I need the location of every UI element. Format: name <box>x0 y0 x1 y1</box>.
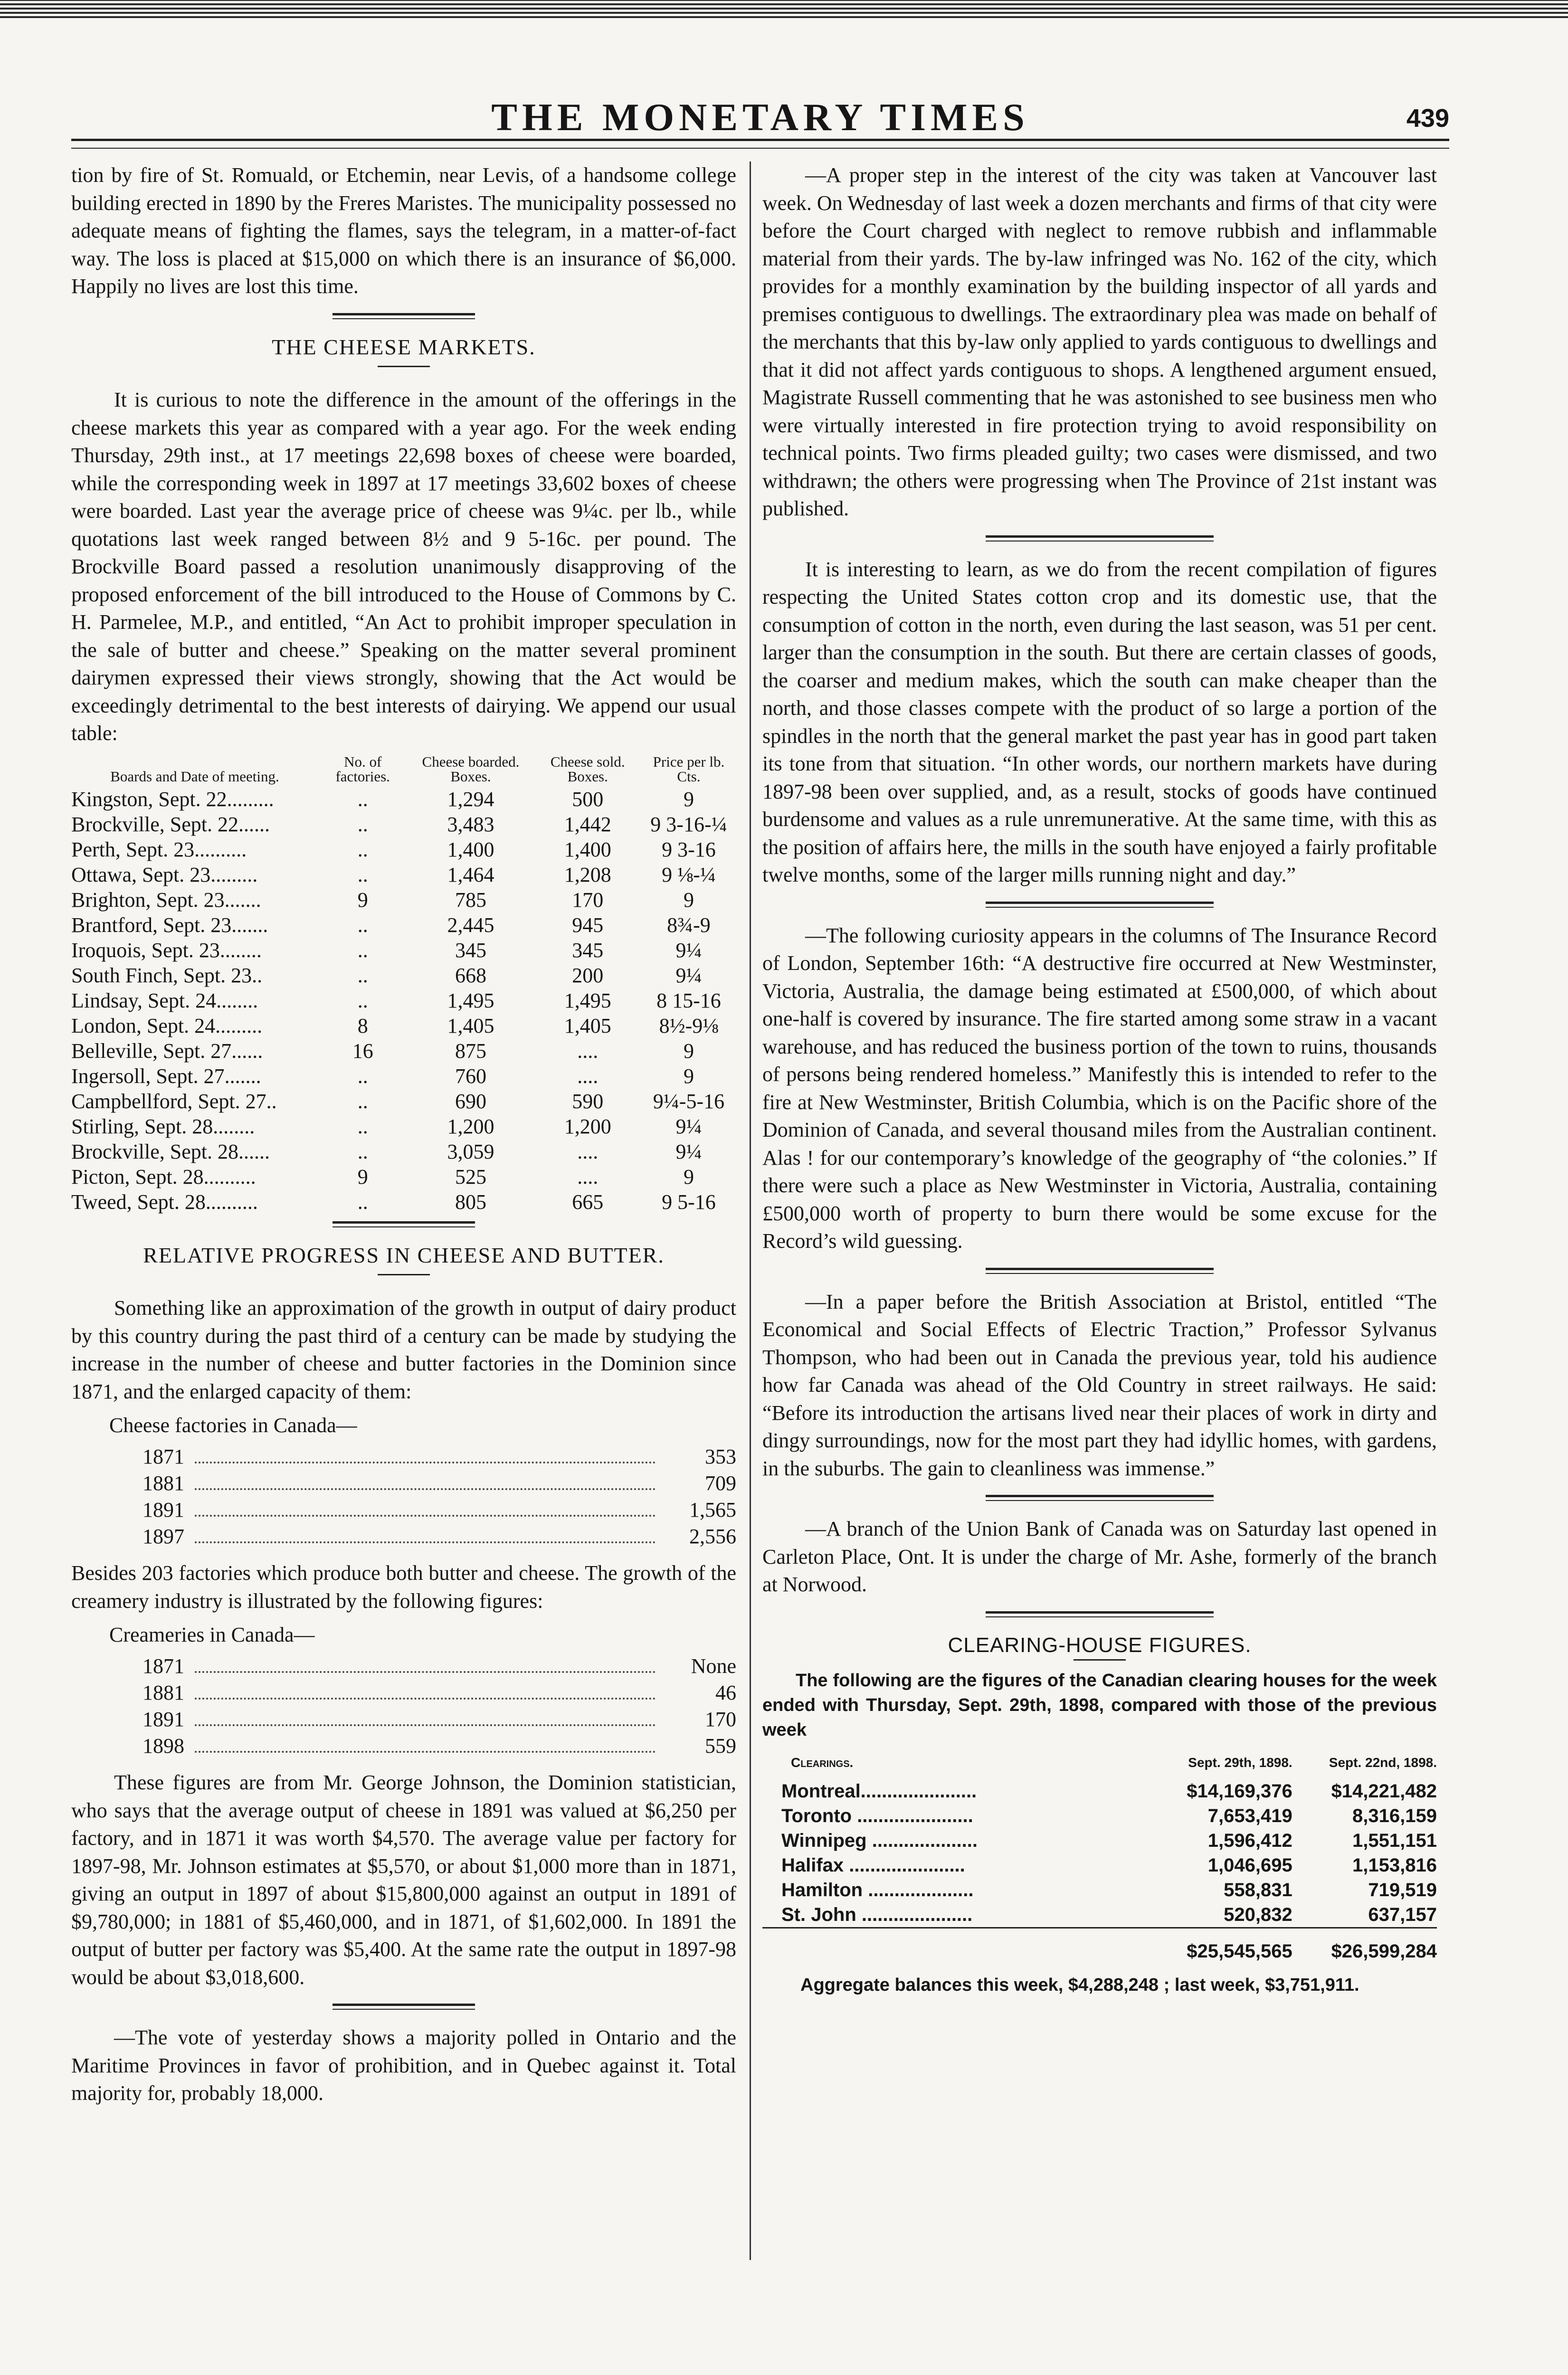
cell-sold: 1,208 <box>564 863 611 886</box>
cell-sold: .... <box>577 1140 599 1163</box>
page-number: 439 <box>1406 104 1449 133</box>
leader-dots <box>195 1653 656 1673</box>
list-value: 709 <box>705 1472 736 1495</box>
table-row <box>71 837 736 862</box>
list-item <box>71 1680 736 1706</box>
cell-boarded: 668 <box>455 963 486 987</box>
title-underline <box>378 366 430 367</box>
cell-factories: 9 <box>357 888 368 912</box>
header-price: Price per lb. Cts. <box>653 753 725 785</box>
cell-factories: .. <box>357 812 368 836</box>
list-value: 559 <box>705 1734 736 1758</box>
table-row <box>71 938 736 963</box>
cell-board-date: Iroquois, Sept. 23........ <box>71 938 262 962</box>
cell-factories: .. <box>357 963 368 987</box>
table-row <box>71 963 736 988</box>
cell-board-date: Belleville, Sept. 27...... <box>71 1039 263 1063</box>
table-row <box>71 887 736 912</box>
cell-sold: 200 <box>572 963 604 987</box>
electric-traction-paragraph: —In a paper before the British Association at Bristol, entitled “The Economical and Social Effects of Electric Traction,” Professor Sylvanus Thompson, who had been out in Canada the previous year, told his audience how far Canada was ahead of the Old Country in street railways. He said: “Before its introduction the artisans lived near their places of work in dirty and dingy surroundings, now for the most part they had idyllic homes, with gardens, in the suburbs. The gain to cleanliness was immense.” <box>762 1290 1437 1480</box>
cell-board-date: Campbellford, Sept. 27.. <box>71 1089 277 1113</box>
cell-factories: .. <box>357 938 368 962</box>
cell-previous-week: $14,221,482 <box>1331 1780 1437 1802</box>
section-separator <box>986 535 1214 542</box>
creameries-list <box>71 1653 736 1759</box>
cell-factories: .. <box>357 1190 368 1214</box>
cell-city: Toronto ...................... <box>781 1805 973 1826</box>
cell-boarded: 1,495 <box>447 988 494 1012</box>
header-rule <box>71 139 1449 149</box>
list-item <box>71 1444 736 1470</box>
cell-previous-week: 1,551,151 <box>1352 1830 1437 1851</box>
cell-sold: 1,442 <box>564 812 611 836</box>
list-item <box>71 1733 736 1759</box>
cell-previous-week: 1,153,816 <box>1352 1854 1437 1876</box>
cell-price: 9 ⅛-¼ <box>662 863 716 886</box>
fire-continuation-paragraph: tion by fire of St. Romuald, or Etchemin, near Levis, of a handsome college building erected in 1890 by the Freres Maristes. The municipality possessed no adequate means of fighting the flames, says the telegram, in a matter-of-fact way. The loss is placed at $15,000 on which there is an insurance of $6,000. Happily no lives are lost this time. <box>71 163 736 298</box>
cell-sold: 345 <box>572 938 604 962</box>
cell-board-date: London, Sept. 24......... <box>71 1014 263 1037</box>
cell-board-date: Perth, Sept. 23.......... <box>71 837 247 861</box>
cell-boarded: 525 <box>455 1165 486 1188</box>
cheese-markets-table <box>71 754 736 1215</box>
section-separator <box>986 1268 1214 1274</box>
list-year: 1897 <box>143 1525 184 1548</box>
cell-sold: 665 <box>572 1190 604 1214</box>
cell-board-date: Picton, Sept. 28.......... <box>71 1165 256 1188</box>
table-row <box>71 1064 736 1089</box>
list-value: 46 <box>715 1681 736 1704</box>
section-separator <box>333 2004 475 2010</box>
cell-sold: 500 <box>572 787 604 811</box>
cell-boarded: 785 <box>455 888 486 912</box>
cell-current-week: 558,831 <box>1224 1879 1292 1900</box>
cheese-markets-paragraph: It is curious to note the difference in the amount of the offerings in the cheese markets this year as compared with a year ago. For the week ending Thursday, 29th inst., at 17 meetings 22,698 boxes of cheese were boarded, while the corresponding week in 1897 at 17 meetings 33,602 boxes of cheese were boarded. Last year the average price of cheese was 9¼c. per lb., while quotations last week ranged between 8½ and 9 5-16c. per pound. The Brockville Board passed a resolution unanimously disapproving of the proposed enforcement of the bill introduced to the House of Commons by C. H. Parmelee, M.P., and entitled, “An Act to prohibit improper speculation in the sale of butter and cheese.” Speaking on the matter several prominent dairymen expressed their views strongly, showing that the Act would be exceedingly detrimental to the best interests of dairying. We append our usual table: <box>71 388 736 745</box>
cell-sold: .... <box>577 1165 599 1188</box>
cell-factories: 16 <box>352 1039 373 1063</box>
cell-price: 9¼ <box>675 1140 702 1163</box>
list-year: 1881 <box>143 1681 184 1704</box>
top-border <box>0 0 1568 18</box>
section-separator <box>986 902 1214 908</box>
header-sold: Cheese sold. Boxes. <box>550 753 625 785</box>
clearing-house-title: CLEARING-HOUSE FIGURES. <box>948 1633 1252 1657</box>
table-row <box>762 1853 1437 1878</box>
cell-price: 9 <box>683 787 694 811</box>
cell-city: St. John ..................... <box>781 1904 973 1925</box>
cheese-markets-title: THE CHEESE MARKETS. <box>272 334 536 359</box>
cell-price: 8½-9⅛ <box>659 1014 719 1037</box>
section-separator <box>986 1495 1214 1501</box>
table-row <box>762 1779 1437 1804</box>
cell-boarded: 1,405 <box>447 1014 494 1037</box>
cell-current-week: 1,046,695 <box>1207 1854 1292 1876</box>
cell-factories: .. <box>357 1089 368 1113</box>
cell-boarded: 3,483 <box>447 812 494 836</box>
cell-price: 9 3-16 <box>662 837 716 861</box>
relative-progress-title: RELATIVE PROGRESS IN CHEESE AND BUTTER. <box>143 1243 665 1267</box>
vancouver-paragraph: —A proper step in the interest of the city was taken at Vancouver last week. On Wednesday of last week a dozen merchants and firms of that city were before the Court charged with neglect to remove rubbish and inflammable material from their yards. The by-law infringed was No. 162 of the city, which provides for a monthly examination by the building inspector of all yards and premises contiguous to dwellings. The extraordinary plea was made on behalf of the merchants that this by-law only applied to yards contiguous to dwellings and that it did not affect yards contiguous to shops. A lengthened argument ensued, Magistrate Russell commenting that he was astonished to see business men who were virtually interested in fire protection trying to avoid responsibility on technical points. Two firms pleaded guilty; two cases were dismissed, and two withdrawn; the others were progressing when The Province of 21st instant was published. <box>762 163 1437 520</box>
cell-boarded: 2,445 <box>447 913 494 937</box>
header-boarded: Cheese boarded. Boxes. <box>422 753 520 785</box>
table-row <box>71 787 736 812</box>
cheese-factories-list <box>71 1444 736 1550</box>
cell-factories: .. <box>357 863 368 886</box>
list-year: 1891 <box>143 1708 184 1731</box>
cell-price: 8 15-16 <box>656 988 721 1012</box>
cell-price: 9 <box>683 1064 694 1088</box>
cell-sold: 945 <box>572 913 604 937</box>
list-year: 1891 <box>143 1498 184 1521</box>
cell-board-date: Stirling, Sept. 28........ <box>71 1114 255 1138</box>
statistician-paragraph: These figures are from Mr. George Johnson, the Dominion statistician, who says that the average output of cheese in 1891 was valued at $6,250 per factory, and in 1871 it was worth $4,570. The average value per factory for 1897-98, Mr. Johnson estimates at $5,570, or about $1,000 more than in 1871, giving an output in 1897 of about $15,800,000 against an output in 1891 of $9,780,000; in 1881 of $5,460,000, and in 1871, of $1,602,000. In 1891 the output of butter per factory was $5,400. At the same rate the output in 1897-98 would be about $3,018,600. <box>71 1771 736 1989</box>
list-item <box>71 1470 736 1497</box>
title-underline <box>1074 1659 1126 1661</box>
cell-previous-week: 719,519 <box>1368 1879 1437 1900</box>
cell-boarded: 1,400 <box>447 837 494 861</box>
leader-dots <box>195 1470 656 1490</box>
cell-current-week: 520,832 <box>1224 1904 1292 1925</box>
cell-factories: .. <box>357 1140 368 1163</box>
cell-city: Hamilton .................... <box>781 1879 974 1900</box>
cell-boarded: 345 <box>455 938 486 962</box>
aggregate-balances: Aggregate balances this week, $4,288,248 ; last week, $3,751,911. <box>800 1975 1359 1995</box>
cell-price: 9 <box>683 1165 694 1188</box>
cell-city: Winnipeg .................... <box>781 1830 978 1851</box>
cell-factories: .. <box>357 1064 368 1088</box>
table-row <box>762 1828 1437 1853</box>
table-row <box>71 912 736 938</box>
cell-price: 9¼ <box>675 963 702 987</box>
cell-sold: .... <box>577 1064 599 1088</box>
creameries-heading: Creameries in Canada— <box>109 1623 315 1646</box>
leader-dots <box>195 1733 656 1753</box>
curiosity-paragraph: —The following curiosity appears in the columns of The Insurance Record of London, September 16th: “A destructive fire occurred at New Westminster, Victoria, Australia, the damage being estimated at £500,000, of which about one-half is covered by insurance. The fire started among some straw in a vacant warehouse, and has reduced the business portion of the town to ruins, thousands of persons being rendered homeless.” Manifestly this is intended to refer to the fire at New Westminster, British Columbia, which is on the Pacific shore of the Dominion of Canada, and several thousand miles from the Australian continent. Alas ! for our contemporary’s knowledge of the geography of “the colonies.” If there were such a place as New Westminster in Victoria, Australia, containing £500,000 worth of property to burn there would be some excuse for the Record’s wild guessing. <box>762 923 1437 1253</box>
publication-title: THE MONETARY TIMES <box>491 95 1029 139</box>
list-item <box>71 1706 736 1733</box>
cotton-paragraph: It is interesting to learn, as we do from the recent compilation of figures respecting the United States cotton crop and its domestic use, that the consumption of cotton in the north, even during the last season, was 51 per cent. larger than the consumption in the south. But there are certain classes of goods, the coarser and medium makes, which the south can make cheaper than the north, and those classes compete with the product of so large a portion of the spindles in the north that the general market the past year has in good part taken its tone from that situation. “In other words, our northern markets have during 1897-98 been over supplied, and, as a result, stocks of goods have continued burdensome and values as a rule unremunerative. At the same time, with this as the position of affairs here, the mills in the south have enjoyed a fairly profitable twelve months, some of the larger mills running night and day.” <box>762 557 1437 886</box>
cell-factories: .. <box>357 988 368 1012</box>
cell-board-date: Lindsay, Sept. 24........ <box>71 988 258 1012</box>
leader-dots <box>195 1444 656 1463</box>
cell-board-date: Ingersoll, Sept. 27....... <box>71 1064 261 1088</box>
leader-dots <box>195 1680 656 1700</box>
cell-board-date: Brantford, Sept. 23....... <box>71 913 268 937</box>
table-row <box>71 862 736 887</box>
cell-previous-week: 8,316,159 <box>1352 1805 1437 1826</box>
header-previous-week: Sept. 22nd, 1898. <box>1329 1755 1437 1770</box>
list-item <box>71 1653 736 1680</box>
cell-city: Montreal...................... <box>781 1780 977 1802</box>
union-bank-paragraph: —A branch of the Union Bank of Canada was on Saturday last opened in Carleton Place, Ont. It is under the charge of Mr. Ashe, formerly of the branch at Norwood. <box>762 1517 1437 1596</box>
cell-current-week: 1,596,412 <box>1207 1830 1292 1851</box>
cell-price: 9 <box>683 1039 694 1063</box>
cell-board-date: South Finch, Sept. 23.. <box>71 963 263 987</box>
header-factories: No. of factories. <box>335 753 390 785</box>
cell-factories: 8 <box>357 1014 368 1037</box>
cell-factories: .. <box>357 787 368 811</box>
cell-price: 9 3-16-¼ <box>650 812 727 836</box>
title-underline <box>378 1274 430 1275</box>
cell-price: 9¼ <box>675 938 702 962</box>
list-value: 1,565 <box>689 1498 736 1521</box>
table-row <box>762 1804 1437 1828</box>
cell-board-date: Brockville, Sept. 22...... <box>71 812 270 836</box>
cell-city: Halifax ...................... <box>781 1854 965 1876</box>
cell-sold: 590 <box>572 1089 604 1113</box>
clearing-house-table <box>762 1749 1437 1964</box>
left-column <box>71 162 736 2114</box>
cell-current-week: $14,169,376 <box>1187 1780 1292 1802</box>
table-row <box>71 1114 736 1139</box>
cell-boarded: 690 <box>455 1089 486 1113</box>
cell-price: 9¼ <box>675 1114 702 1138</box>
list-item <box>71 1523 736 1550</box>
section-separator <box>333 313 475 319</box>
cell-board-date: Ottawa, Sept. 23......... <box>71 863 258 886</box>
table-row <box>762 1902 1437 1928</box>
table-row <box>71 1164 736 1189</box>
header-clearings: Clearings. <box>791 1755 854 1770</box>
cell-sold: 170 <box>572 888 604 912</box>
table-header-row <box>71 754 736 787</box>
cheese-factories-heading: Cheese factories in Canada— <box>109 1414 357 1437</box>
masthead <box>71 95 1449 142</box>
cell-sold: 1,400 <box>564 837 611 861</box>
total-previous-week: $26,599,284 <box>1292 1928 1437 1964</box>
table-row <box>71 1013 736 1038</box>
cell-boarded: 760 <box>455 1064 486 1088</box>
cell-sold: .... <box>577 1039 599 1063</box>
table-row <box>762 1878 1437 1902</box>
cell-price: 9 <box>683 888 694 912</box>
right-column <box>762 162 1437 1999</box>
cell-factories: .. <box>357 913 368 937</box>
cell-sold: 1,200 <box>564 1114 611 1138</box>
list-year: 1871 <box>143 1445 184 1468</box>
table-row <box>71 812 736 837</box>
section-separator <box>333 1221 475 1227</box>
cell-factories: 9 <box>357 1165 368 1188</box>
relative-progress-paragraph: Something like an approximation of the growth in output of dairy product by this country during the past third of a century can be made by studying the increase in the number of cheese and butter factories in the Dominion since 1871, and the enlarged capacity of them: <box>71 1296 736 1403</box>
vote-paragraph: —The vote of yesterday shows a majority polled in Ontario and the Maritime Provinces in favor of prohibition, and in Quebec against it. Total majority for, probably 18,000. <box>71 2026 736 2105</box>
cell-board-date: Kingston, Sept. 22......... <box>71 787 274 811</box>
table-row <box>71 1038 736 1064</box>
cell-board-date: Tweed, Sept. 28.......... <box>71 1190 258 1214</box>
column-divider <box>750 162 751 2260</box>
cell-boarded: 875 <box>455 1039 486 1063</box>
list-item <box>71 1497 736 1523</box>
list-year: 1898 <box>143 1734 184 1758</box>
header-current-week: Sept. 29th, 1898. <box>1188 1755 1292 1770</box>
cell-boarded: 1,464 <box>447 863 494 886</box>
clearing-house-intro: The following are the figures of the Canadian clearing houses for the week ended with Thursday, Sept. 29th, 1898, compared with those of the previous week <box>762 1671 1437 1740</box>
cell-boarded: 3,059 <box>447 1140 494 1163</box>
cell-factories: .. <box>357 837 368 861</box>
cell-board-date: Brockville, Sept. 28...... <box>71 1140 270 1163</box>
cell-previous-week: 637,157 <box>1368 1904 1437 1925</box>
leader-dots <box>195 1523 656 1543</box>
list-value: 353 <box>705 1445 736 1468</box>
cell-board-date: Brighton, Sept. 23....... <box>71 888 261 912</box>
table-row <box>71 1139 736 1164</box>
clearing-header-row <box>762 1749 1437 1779</box>
list-year: 1881 <box>143 1472 184 1495</box>
cell-boarded: 805 <box>455 1190 486 1214</box>
totals-row <box>762 1928 1437 1964</box>
cell-sold: 1,495 <box>564 988 611 1012</box>
leader-dots <box>195 1497 656 1517</box>
list-year: 1871 <box>143 1654 184 1678</box>
table-row <box>71 1189 736 1215</box>
table-row <box>71 988 736 1013</box>
cell-boarded: 1,200 <box>447 1114 494 1138</box>
header-boards: Boards and Date of meeting. <box>110 768 279 785</box>
cell-boarded: 1,294 <box>447 787 494 811</box>
cell-price: 8¾-9 <box>667 913 711 937</box>
table-row <box>71 1089 736 1114</box>
cell-sold: 1,405 <box>564 1014 611 1037</box>
cell-factories: .. <box>357 1114 368 1138</box>
cell-price: 9 5-16 <box>662 1190 716 1214</box>
list-value: 170 <box>705 1708 736 1731</box>
section-separator <box>986 1611 1214 1617</box>
cell-price: 9¼-5-16 <box>653 1089 725 1113</box>
besides-paragraph: Besides 203 factories which produce both butter and cheese. The growth of the creamery industry is illustrated by the following figures: <box>71 1561 736 1613</box>
cell-current-week: 7,653,419 <box>1207 1805 1292 1826</box>
list-value: 2,556 <box>689 1525 736 1548</box>
total-current-week: $25,545,565 <box>1148 1928 1292 1964</box>
list-value: None <box>691 1654 736 1678</box>
leader-dots <box>195 1706 656 1726</box>
